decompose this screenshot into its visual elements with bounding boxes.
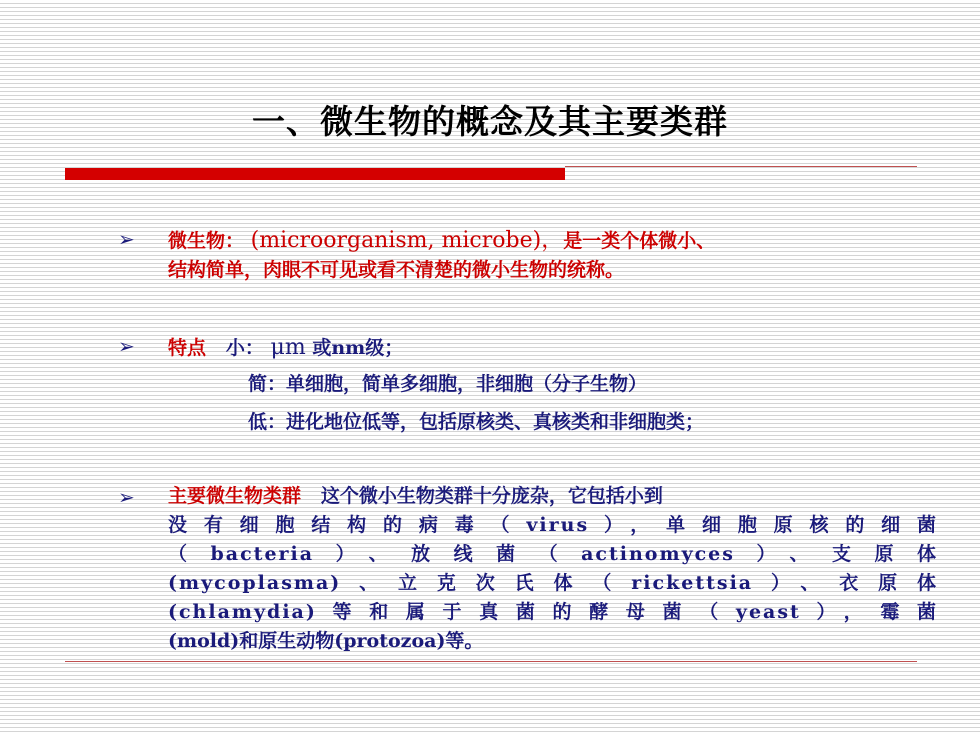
features-small-label: 小 bbox=[225, 337, 245, 359]
bullet-features bbox=[168, 333, 938, 363]
definition-line2: 结构简单，肉眼不可见或看不清楚的微小生物的统称。 bbox=[168, 259, 625, 281]
groups-line1-rest: 这个微小生物类群十分庞杂，它包括小到 bbox=[320, 485, 663, 507]
title-underline-red bbox=[65, 168, 565, 180]
bullet-groups bbox=[168, 482, 938, 656]
features-small-rest: 或nm级； bbox=[312, 337, 404, 359]
definition-latin: (microorganism, microbe)， bbox=[250, 228, 564, 253]
groups-label: 主要微生物类群 bbox=[168, 485, 302, 507]
bullet-arrow-icon: ➢ bbox=[118, 227, 135, 251]
bullet-arrow-icon: ➢ bbox=[118, 334, 135, 358]
groups-line3: （bacteria）、放线菌（actinomyces）、支原体 bbox=[168, 543, 938, 565]
features-low: 低：进化地位低等，包括原核类、真核类和非细胞类； bbox=[248, 411, 705, 433]
groups-line2: 没有细胞结构的病毒（virus），单细胞原核的细菌 bbox=[168, 514, 938, 536]
bullet-arrow-icon: ➢ bbox=[118, 485, 135, 509]
features-simple: 简：单细胞，简单多细胞，非细胞（分子生物） bbox=[248, 373, 648, 395]
definition-label: 微生物 bbox=[168, 230, 226, 252]
groups-line4: (mycoplasma)、立克次氏体（rickettsia）、衣原体 bbox=[168, 572, 938, 594]
features-label: 特点 bbox=[168, 337, 207, 359]
features-small-unit: μm bbox=[270, 335, 306, 360]
title-underline-thin bbox=[565, 166, 917, 167]
slide-title: 一、微生物的概念及其主要类群 bbox=[252, 102, 728, 141]
definition-colon: ： bbox=[225, 230, 245, 252]
definition-line1-rest: 是一类个体微小、 bbox=[563, 230, 716, 252]
bullet-definition bbox=[168, 226, 938, 285]
features-small-colon: ： bbox=[244, 337, 264, 359]
groups-line6: (mold)和原生动物(protozoa)等。 bbox=[168, 630, 484, 652]
footer-divider bbox=[65, 661, 917, 662]
groups-line5: (chlamydia)等和属于真菌的酵母菌（yeast），霉菌 bbox=[168, 601, 938, 623]
